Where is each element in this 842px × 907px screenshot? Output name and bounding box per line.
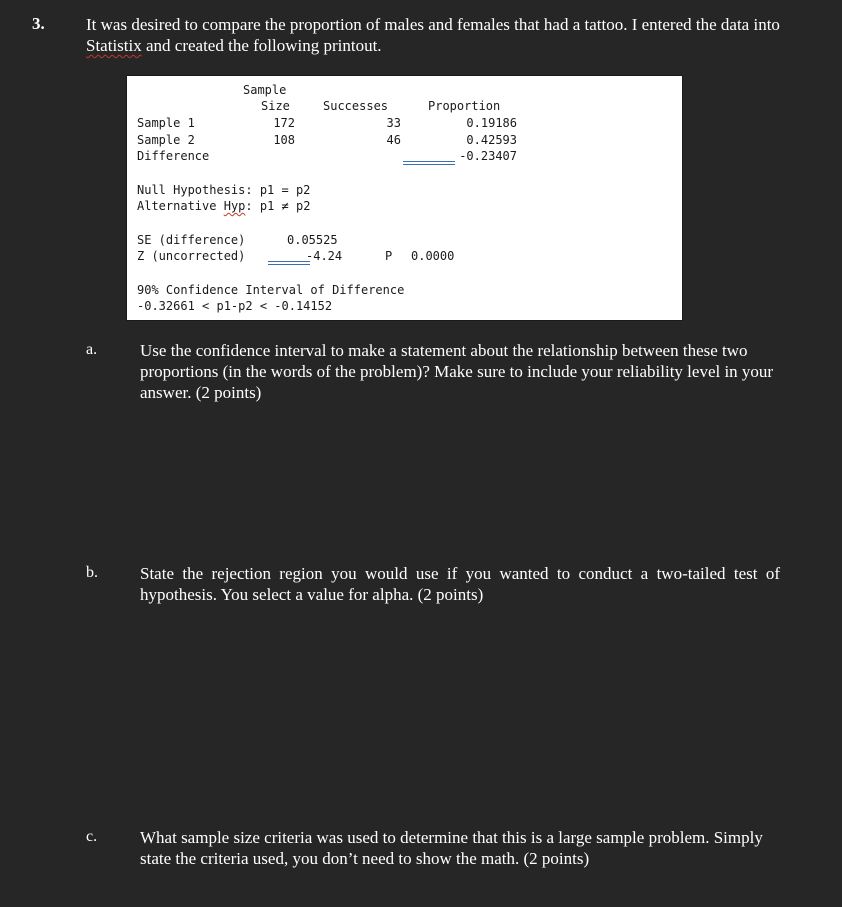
z-value: -4.24: [306, 249, 343, 263]
p-value: 0.0000: [411, 249, 455, 263]
alt-hyp-abbrev: Hyp: [223, 199, 246, 213]
software-name: Statistix: [86, 36, 142, 55]
se-value: 0.05525: [287, 233, 338, 247]
statistix-printout: [126, 75, 683, 321]
intro-text-start: It was desired to compare the proportion of males and females that had a tattoo. I entered the data into: [86, 15, 780, 34]
header-sample: Sample: [243, 83, 287, 97]
header-proportion: Proportion: [428, 99, 501, 113]
alt-hyp-label: Alternative: [137, 199, 217, 213]
part-b-label: b.: [86, 564, 98, 581]
row-label-difference: Difference: [137, 149, 210, 163]
row-size-sample-1: 172: [273, 116, 295, 130]
alternative-hypothesis: [137, 198, 310, 214]
ci-title: 90% Confidence Interval of Difference: [137, 283, 405, 297]
z-label: Z (uncorrected): [137, 249, 246, 263]
part-b-text: State the rejection region you would use if you wanted to conduct a two-tailed test of hypothesis. You select a value for alpha. (2 points): [140, 564, 780, 604]
row-successes-sample-2: 46: [386, 133, 401, 147]
row-proportion-sample-2: 0.42593: [466, 133, 517, 147]
question-number: 3.: [32, 14, 45, 33]
row-size-sample-2: 108: [273, 133, 295, 147]
part-c-text: What sample size criteria was used to determine that this is a large sample problem. Simply state the criteria used, you don’t need to show the math. (2 points): [140, 828, 763, 868]
null-hyp-label: Null Hypothesis:: [137, 183, 253, 197]
row-label-sample-1: Sample 1: [137, 116, 195, 130]
p-label: P: [385, 249, 393, 263]
part-a-text: Use the confidence interval to make a statement about the relationship between these two proportions (in the words of the problem)? Make sure to include your reliability level in your answer. (2 points): [140, 341, 774, 402]
row-proportion-difference: -0.23407: [459, 149, 517, 163]
part-a-label: a.: [86, 341, 98, 358]
row-label-sample-2: Sample 2: [137, 133, 195, 147]
header-size: Size: [261, 99, 290, 113]
intro-text-end: and created the following printout.: [141, 36, 382, 55]
null-hyp-value: p1 = p2: [259, 183, 311, 197]
row-successes-sample-1: 33: [386, 116, 401, 130]
z-double-underline: [268, 261, 310, 265]
alt-hyp-value: p1 ≠ p2: [259, 199, 311, 213]
row-proportion-sample-1: 0.19186: [466, 116, 517, 130]
header-successes: Successes: [323, 99, 389, 113]
alt-hyp-colon: :: [245, 199, 253, 213]
null-hypothesis: [137, 182, 310, 198]
ci-value: -0.32661 < p1-p2 < -0.14152: [137, 299, 333, 313]
se-label: SE (difference): [137, 233, 246, 247]
question-intro: [86, 14, 786, 56]
part-c-label: c.: [86, 828, 98, 845]
